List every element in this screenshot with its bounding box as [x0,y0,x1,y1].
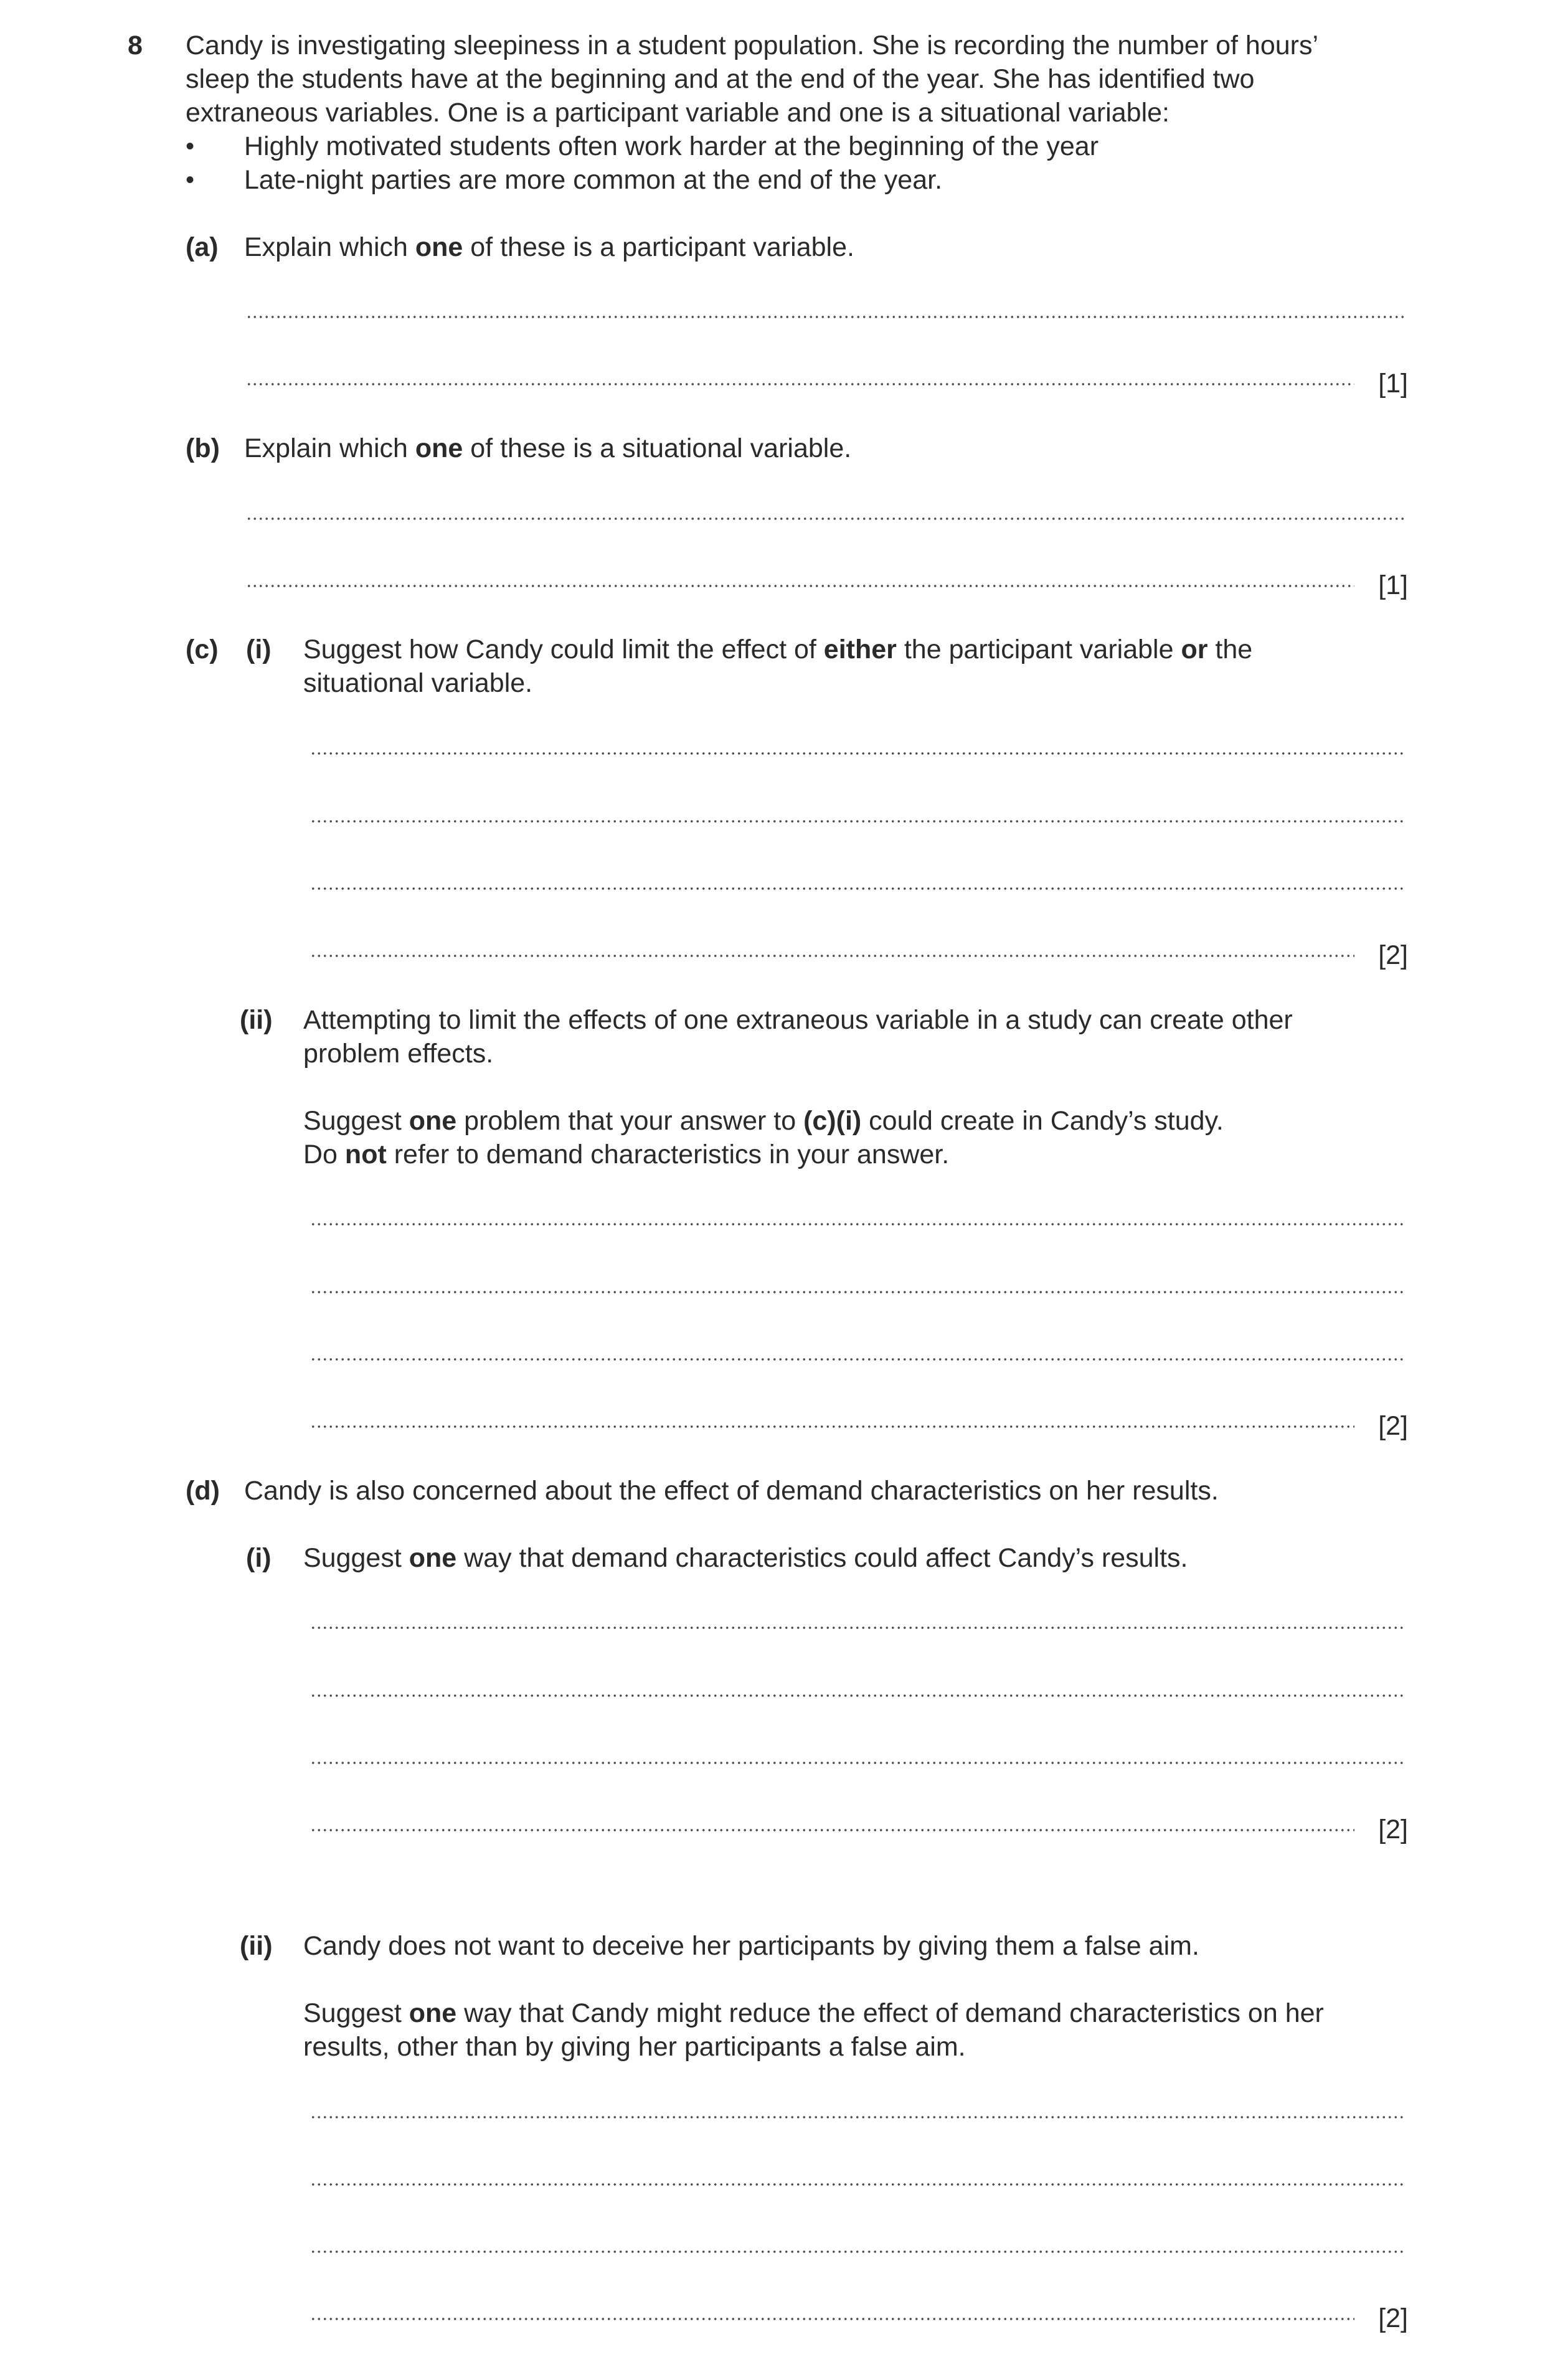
intro-line-1: Candy is investigating sleepiness in a student population. She is recording the number of hours’ [186,31,1319,60]
answer-line[interactable] [310,1425,1354,1428]
part-d-i-question: Suggest one way that demand characteristics could affect Candy’s results. [303,1543,1188,1573]
part-c-label: (c) [186,635,219,664]
answer-line[interactable] [310,2317,1354,2321]
part-c-i-line-2: situational variable. [303,668,533,698]
part-c-ii-line-3: Suggest one problem that your answer to (c)(i) could create in Candy’s study. [303,1106,1224,1136]
answer-line[interactable] [310,1358,1404,1361]
part-d-ii-label: (ii) [240,1931,273,1961]
part-a-marks: [1] [1378,369,1408,399]
bullet-dot: • [186,166,195,194]
answer-line[interactable] [310,954,1354,958]
answer-line[interactable] [310,1626,1404,1630]
part-d-i-label: (i) [246,1543,272,1573]
part-c-i-marks: [2] [1378,940,1408,970]
bullet-1: Highly motivated students often work harder at the beginning of the year [244,131,1099,161]
part-d-ii-marks: [2] [1378,2303,1408,2333]
part-c-ii-line-4: Do not refer to demand characteristics in your answer. [303,1140,950,1169]
answer-line[interactable] [246,584,1354,588]
answer-line[interactable] [310,1290,1404,1294]
part-c-i-label: (i) [246,635,272,664]
part-c-ii-line-1: Attempting to limit the effects of one extraneous variable in a study can create other [303,1005,1293,1035]
part-d-ii-line-3: results, other than by giving her participants a false aim. [303,2032,966,2062]
part-b-question: Explain which one of these is a situational variable. [244,433,852,463]
answer-line[interactable] [310,887,1404,890]
part-c-ii-line-2: problem effects. [303,1039,494,1069]
answer-line[interactable] [310,1222,1404,1226]
part-a-question: Explain which one of these is a participant variable. [244,232,854,262]
part-c-i-line-1: Suggest how Candy could limit the effect of either the participant variable or the [303,635,1253,664]
answer-line[interactable] [310,1828,1354,1832]
answer-line[interactable] [310,2250,1404,2254]
bullet-2: Late-night parties are more common at the end of the year. [244,165,943,195]
answer-line[interactable] [310,2115,1404,2119]
part-d-ii-line-1: Candy does not want to deceive her participants by giving them a false aim. [303,1931,1199,1961]
answer-line[interactable] [310,1694,1404,1698]
answer-line[interactable] [310,819,1404,823]
part-c-ii-label: (ii) [240,1005,273,1035]
intro-line-3: extraneous variables. One is a participant variable and one is a situational variable: [186,98,1169,128]
part-c-ii-marks: [2] [1378,1411,1408,1441]
answer-line[interactable] [310,752,1404,755]
intro-line-2: sleep the students have at the beginning and at the end of the year. She has identified two [186,64,1255,94]
bullet-dot: • [186,133,195,160]
answer-line[interactable] [246,382,1354,386]
part-b-marks: [1] [1378,570,1408,600]
answer-line[interactable] [246,517,1404,521]
answer-line[interactable] [310,1761,1404,1765]
question-number: 8 [128,31,143,60]
part-a-label: (a) [186,232,219,262]
part-d-ii-line-2: Suggest one way that Candy might reduce the effect of demand characteristics on her [303,1998,1324,2028]
part-d-i-marks: [2] [1378,1815,1408,1844]
answer-line[interactable] [310,2183,1404,2186]
part-d-label: (d) [186,1476,220,1506]
answer-line[interactable] [246,315,1404,319]
part-b-label: (b) [186,433,220,463]
part-d-question: Candy is also concerned about the effect of demand characteristics on her results. [244,1476,1219,1506]
